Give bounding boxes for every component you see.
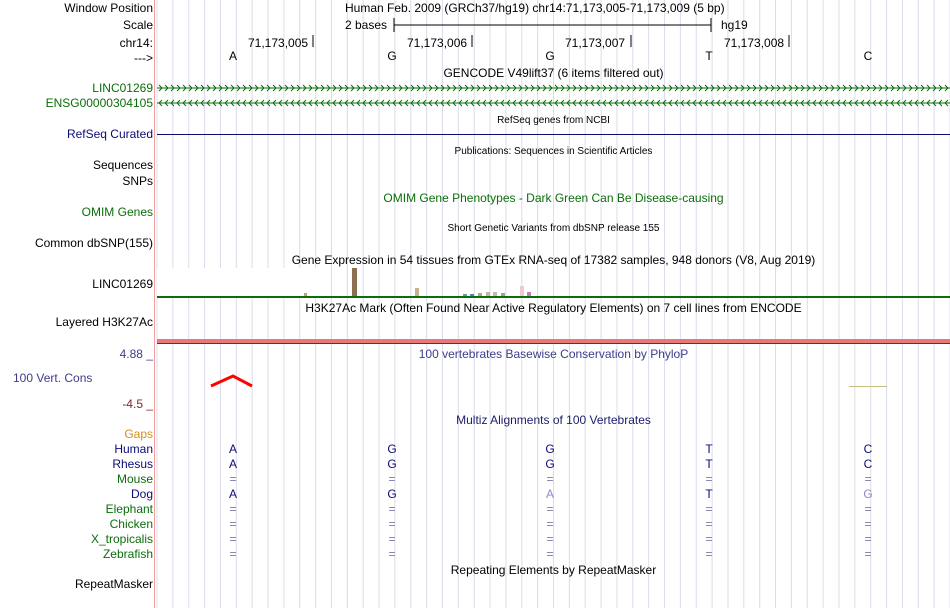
scale-assembly: hg19 xyxy=(721,18,748,32)
alignment-base: = xyxy=(705,472,713,486)
alignment-base: G xyxy=(545,442,555,456)
alignment-base: G xyxy=(387,442,397,456)
gtex-expression-bars[interactable] xyxy=(157,266,950,300)
alignment-base: = xyxy=(546,502,554,516)
alignment-base: = xyxy=(229,472,237,486)
alignment-base: = xyxy=(546,517,554,531)
window-position-label: Window Position xyxy=(64,1,153,15)
alignment-base: = xyxy=(388,472,396,486)
alignment-base: C xyxy=(863,442,873,456)
h3k27ac-baseline xyxy=(157,343,950,344)
track-label-divider xyxy=(154,0,155,608)
chrom-ticks xyxy=(155,34,950,48)
species-label[interactable]: Zebrafish xyxy=(102,547,153,561)
chrom-tick-label: 71,173,006 xyxy=(407,36,468,50)
alignment-base: = xyxy=(705,547,713,561)
h3k27ac-track-title: H3K27Ac Mark (Often Found Near Active Regulatory Elements) on 7 cell lines from ENCODE xyxy=(305,301,802,315)
alignment-base: G xyxy=(545,457,555,471)
refseq-track-title: RefSeq genes from NCBI xyxy=(497,115,610,126)
alignment-base: = xyxy=(388,517,396,531)
phylop-track-title: 100 vertebrates Basewise Conservation by PhyloP xyxy=(418,347,689,361)
alignment-base: T xyxy=(705,487,713,501)
species-label[interactable]: Elephant xyxy=(105,502,153,516)
gencode-item-ensg00000304105[interactable]: ENSG00000304105 xyxy=(45,96,153,110)
alignment-base: = xyxy=(546,547,554,561)
base-letter: G xyxy=(387,49,397,63)
alignment-base: G xyxy=(387,487,397,501)
repeatmasker-label[interactable]: RepeatMasker xyxy=(74,577,153,591)
repeat-track-title: Repeating Elements by RepeatMasker xyxy=(450,563,657,577)
alignment-base: = xyxy=(229,547,237,561)
alignment-base: = xyxy=(705,532,713,546)
alignment-base: T xyxy=(705,442,713,456)
alignment-base: = xyxy=(388,547,396,561)
phylop-min-label: -4.5 _ xyxy=(122,397,153,411)
publications-track-title: Publications: Sequences in Scientific Articles xyxy=(454,146,653,157)
strand-label: ---> xyxy=(134,51,153,65)
refseq-label[interactable]: RefSeq Curated xyxy=(66,127,153,141)
gencode-item-linc01269[interactable]: LINC01269 xyxy=(92,81,153,95)
alignment-base: A xyxy=(228,442,237,456)
gencode-feature-reverse[interactable] xyxy=(157,96,950,110)
alignment-base: C xyxy=(863,457,873,471)
chrom-label: chr14: xyxy=(119,36,153,50)
chrom-tick-label: 71,173,008 xyxy=(724,36,785,50)
alignment-base: = xyxy=(229,532,237,546)
alignment-base: = xyxy=(388,532,396,546)
alignment-base: = xyxy=(546,532,554,546)
base-letter: C xyxy=(863,49,873,63)
species-label[interactable]: Dog xyxy=(130,487,153,501)
alignment-base: = xyxy=(864,472,872,486)
base-letter: G xyxy=(545,49,555,63)
scale-label: Scale xyxy=(122,18,153,32)
scale-bar xyxy=(393,17,713,33)
omim-label[interactable]: OMIM Genes xyxy=(81,205,153,219)
window-position-value: Human Feb. 2009 (GRCh37/hg19) chr14:71,173,005-71,173,009 (5 bp) xyxy=(345,1,725,15)
alignment-base: G xyxy=(387,457,397,471)
alignment-base: = xyxy=(229,502,237,516)
alignment-base: A xyxy=(228,487,237,501)
phylop-peak[interactable] xyxy=(200,372,260,392)
scale-value: 2 bases xyxy=(345,18,388,32)
alignment-base: = xyxy=(546,472,554,486)
alignment-base: G xyxy=(863,487,873,501)
snps-label[interactable]: SNPs xyxy=(122,174,153,188)
refseq-feature-line[interactable] xyxy=(157,134,950,135)
gaps-label[interactable]: Gaps xyxy=(124,427,153,441)
base-letter: A xyxy=(228,49,237,63)
alignment-base: T xyxy=(705,457,713,471)
omim-track-title: OMIM Gene Phenotypes - Dark Green Can Be Disease-causing xyxy=(383,191,724,205)
alignment-base: A xyxy=(228,457,237,471)
alignment-base: = xyxy=(864,532,872,546)
species-label[interactable]: Mouse xyxy=(116,472,153,486)
gencode-feature-forward[interactable] xyxy=(157,81,950,95)
alignment-base: = xyxy=(864,547,872,561)
gtex-label[interactable]: LINC01269 xyxy=(92,277,153,291)
alignment-base: = xyxy=(388,502,396,516)
species-label[interactable]: Chicken xyxy=(109,517,153,531)
alignment-base: = xyxy=(705,502,713,516)
sequences-label[interactable]: Sequences xyxy=(92,158,153,172)
alignment-base: = xyxy=(864,517,872,531)
chrom-tick-label: 71,173,007 xyxy=(565,36,626,50)
dbsnp-track-title: Short Genetic Variants from dbSNP release 155 xyxy=(447,223,660,234)
species-label[interactable]: Rhesus xyxy=(112,457,153,471)
phylop-low-signal xyxy=(849,386,887,387)
multiz-track-title: Multiz Alignments of 100 Vertebrates xyxy=(456,413,651,427)
gencode-track-title: GENCODE V49lift37 (6 items filtered out) xyxy=(443,66,664,80)
species-label[interactable]: X_tropicalis xyxy=(90,532,153,546)
chrom-tick-label: 71,173,005 xyxy=(248,36,309,50)
h3k27ac-label[interactable]: Layered H3K27Ac xyxy=(55,315,153,329)
phylop-max-label: 4.88 _ xyxy=(119,347,153,361)
base-letter: T xyxy=(705,49,713,63)
alignment-base: A xyxy=(545,487,554,501)
phylop-label[interactable]: 100 Vert. Cons xyxy=(13,371,93,385)
dbsnp-label[interactable]: Common dbSNP(155) xyxy=(34,236,153,250)
alignment-base: = xyxy=(864,502,872,516)
species-label[interactable]: Human xyxy=(114,442,153,456)
alignment-base: = xyxy=(705,517,713,531)
gtex-track-title: Gene Expression in 54 tissues from GTEx RNA-seq of 17382 samples, 948 donors (V8, Aug 2019) xyxy=(291,253,816,267)
alignment-base: = xyxy=(229,517,237,531)
